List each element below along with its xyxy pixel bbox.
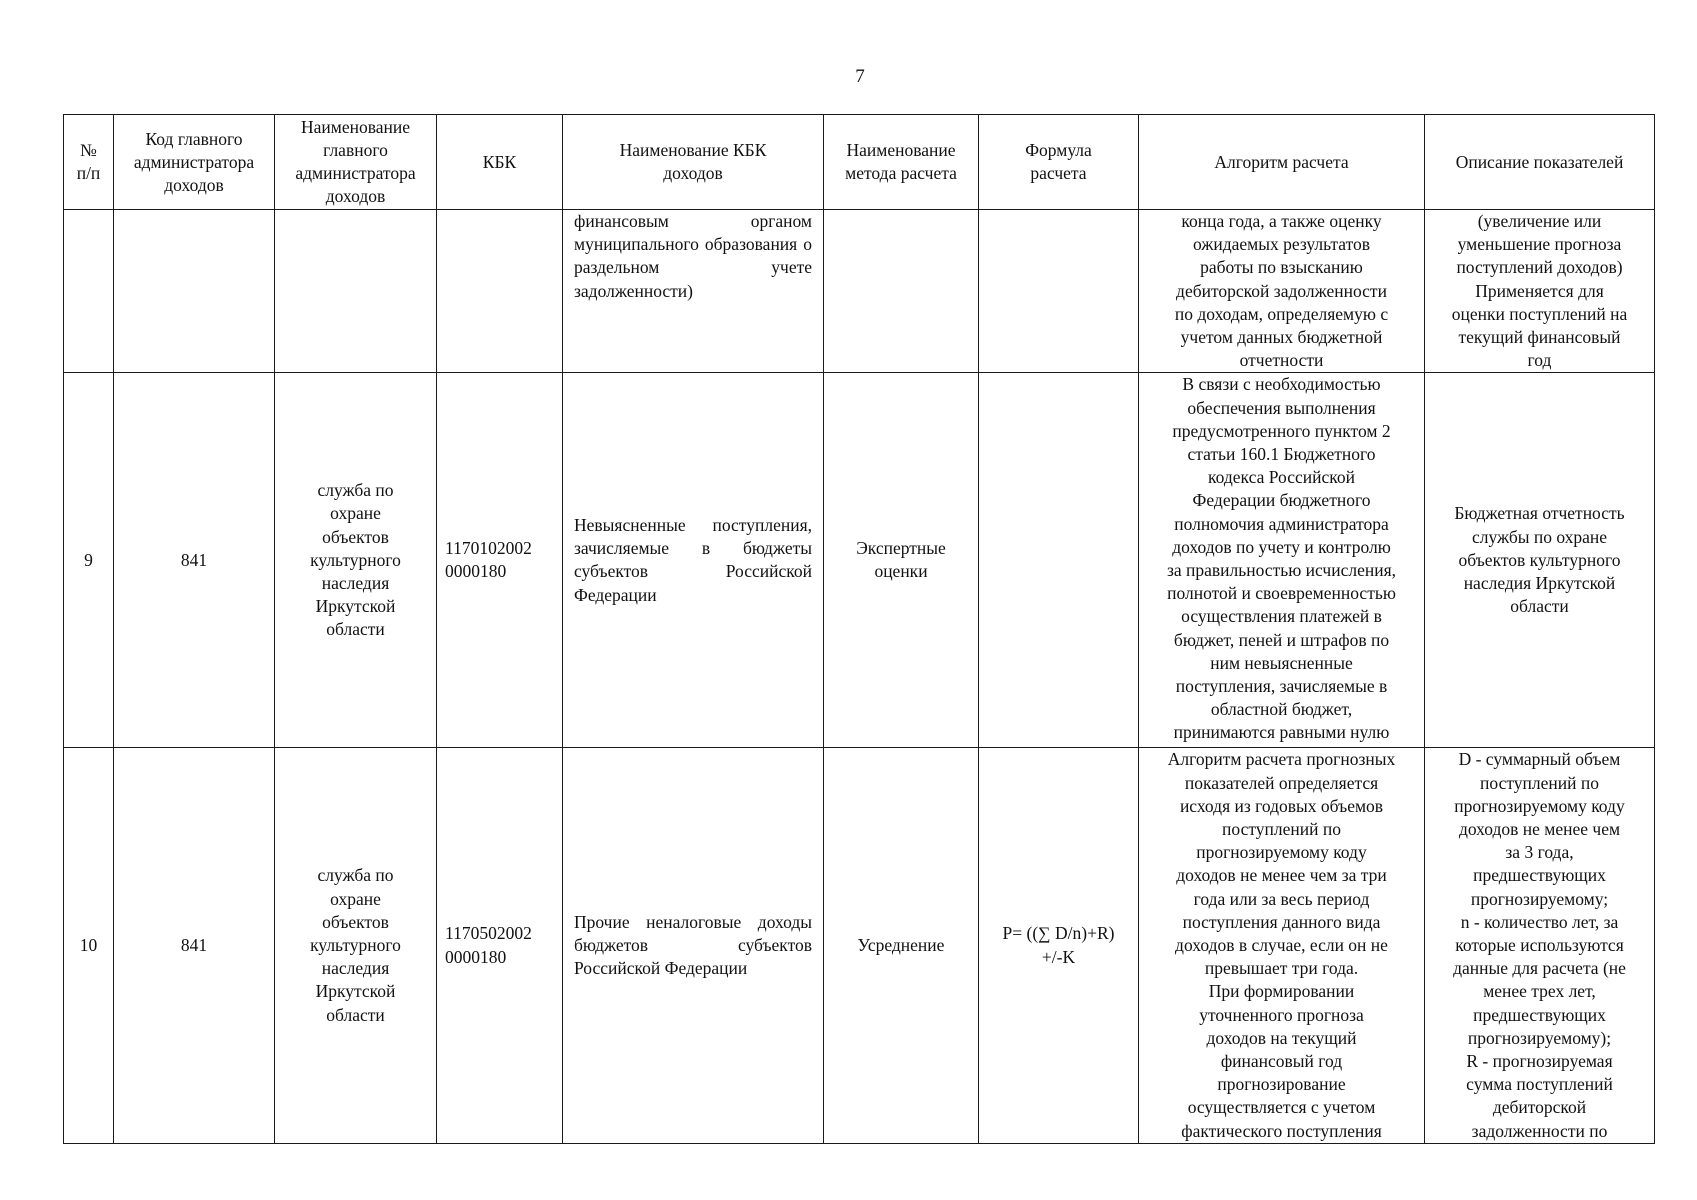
cell-algorithm: В связи с необходимостью обеспечения выполнения предусмотренного пунктом 2 статьи 160.1 Бюджетного кодекса Российской Федерации бюджетного полномочия администратора доходов по учету и контролю за правильностью исчисления, полнотой и своевременностью осуществления платежей в бюджет, пеней и штрафов по ним невыясненные поступления, зачисляемые в областной бюджет, принимаются равными нулю (1139, 373, 1425, 748)
header-kbk: КБК (437, 115, 563, 210)
cell-description: D - суммарный объем поступлений по прогнозируемому коду доходов не менее чем за 3 года, предшествующих прогнозируемому; n - количество лет, за которые используются данные для расчета (не менее трех лет, предшествующих прогнозируемому); R - прогнозируемая сумма поступлений дебиторской задолженности по (1425, 748, 1655, 1143)
cell-num (64, 210, 114, 373)
header-algorithm: Алгоритм расчета (1139, 115, 1425, 210)
cell-method: Усреднение (824, 748, 979, 1143)
cell-formula: P= ((∑ D/n)+R) +/-K (979, 748, 1139, 1143)
header-method: Наименование метода расчета (824, 115, 979, 210)
cell-admin-code (114, 210, 275, 373)
cell-admin-name: служба по охране объектов культурного наследия Иркутской области (275, 748, 437, 1143)
cell-algorithm: конца года, а также оценку ожидаемых результатов работы по взысканию дебиторской задолженности по доходам, определяемую с учетом данных бюджетной отчетности (1139, 210, 1425, 373)
header-num: № п/п (64, 115, 114, 210)
cell-num: 10 (64, 748, 114, 1143)
cell-method (824, 210, 979, 373)
header-kbk-name: Наименование КБК доходов (563, 115, 824, 210)
cell-kbk: 1170502002 0000180 (437, 748, 563, 1143)
cell-description: Бюджетная отчетность службы по охране объектов культурного наследия Иркутской области (1425, 373, 1655, 748)
cell-kbk-name: финансовым органом муниципального образования о раздельном учете задолженности) (563, 210, 824, 373)
cell-formula (979, 210, 1139, 373)
cell-admin-code: 841 (114, 373, 275, 748)
header-formula: Формула расчета (979, 115, 1139, 210)
cell-algorithm: Алгоритм расчета прогнозных показателей определяется исходя из годовых объемов поступлений по прогнозируемому коду доходов не менее чем за три года или за весь период поступления данного вида доходов в случае, если он не превышает три года. При формировании уточненного прогноза доходов на текущий финансовый год прогнозирование осуществляется с учетом фактического поступления (1139, 748, 1425, 1143)
header-admin-name: Наименование главного администратора доходов (275, 115, 437, 210)
header-admin-code: Код главного администратора доходов (114, 115, 275, 210)
cell-kbk (437, 210, 563, 373)
table-row (64, 210, 1655, 373)
cell-kbk-name: Невыясненные поступления, зачисляемые в бюджеты субъектов Российской Федерации (563, 373, 824, 748)
revenue-forecast-table (63, 114, 1655, 1144)
cell-admin-name (275, 210, 437, 373)
cell-formula (979, 373, 1139, 748)
header-description: Описание показателей (1425, 115, 1655, 210)
cell-admin-name: служба по охране объектов культурного наследия Иркутской области (275, 373, 437, 748)
cell-admin-code: 841 (114, 748, 275, 1143)
cell-kbk-name: Прочие неналоговые доходы бюджетов субъектов Российской Федерации (563, 748, 824, 1143)
cell-description: (увеличение или уменьшение прогноза поступлений доходов) Применяется для оценки поступлений на текущий финансовый год (1425, 210, 1655, 373)
cell-num: 9 (64, 373, 114, 748)
table-header-row (64, 115, 1655, 210)
table-row (64, 373, 1655, 748)
table-row (64, 748, 1655, 1143)
cell-method: Экспертные оценки (824, 373, 979, 748)
cell-kbk: 1170102002 0000180 (437, 373, 563, 748)
page-number: 7 (855, 66, 865, 87)
